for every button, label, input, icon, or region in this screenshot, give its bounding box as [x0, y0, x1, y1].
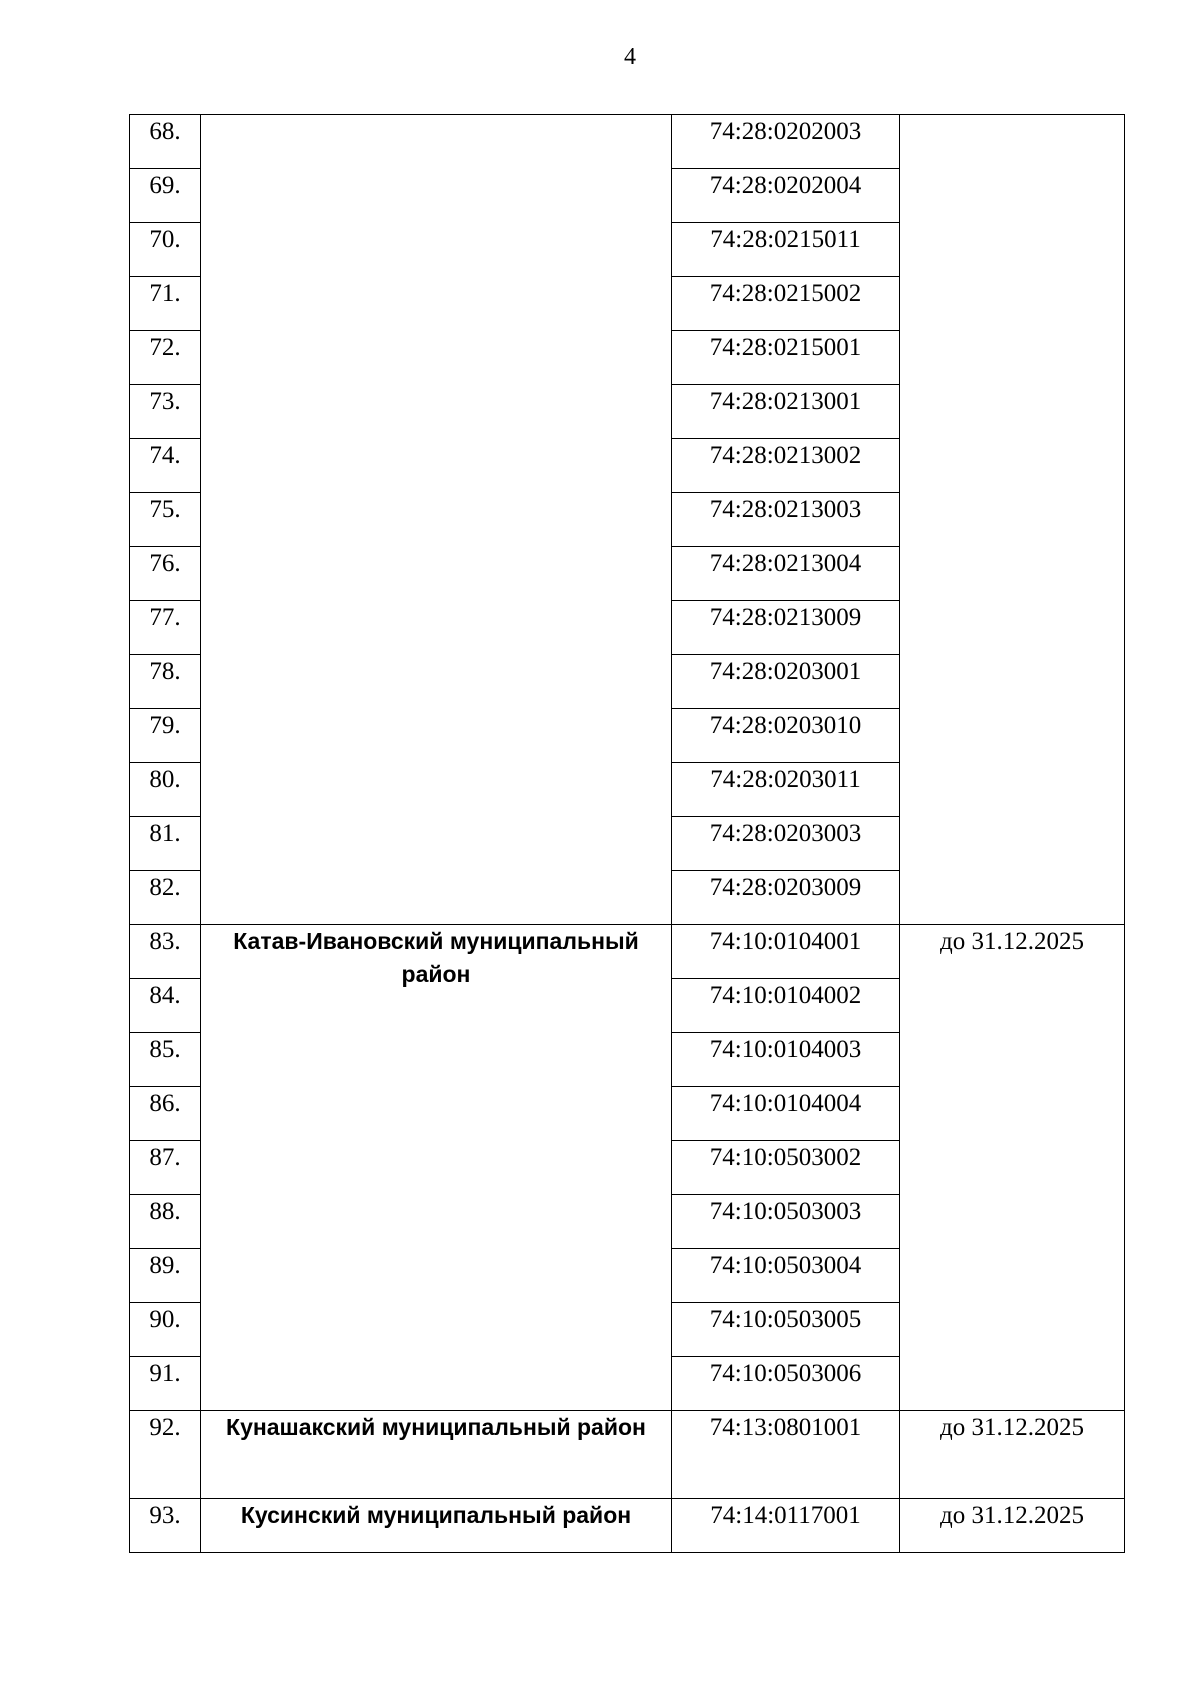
cadastral-code: 74:10:0503005	[672, 1303, 900, 1357]
cadastral-code: 74:28:0213002	[672, 439, 900, 493]
row-number: 84.	[130, 979, 201, 1033]
row-number: 80.	[130, 763, 201, 817]
row-number: 72.	[130, 331, 201, 385]
row-number: 71.	[130, 277, 201, 331]
row-number: 90.	[130, 1303, 201, 1357]
row-number: 77.	[130, 601, 201, 655]
deadline-katav-ivanovsky: до 31.12.2025	[900, 925, 1125, 1411]
district-name-kusinsky: Кусинский муниципальный район	[201, 1499, 672, 1553]
cadastral-code: 74:28:0202003	[672, 115, 900, 169]
cadastral-code: 74:10:0503004	[672, 1249, 900, 1303]
cadastral-code: 74:28:0213004	[672, 547, 900, 601]
district-name-kunashaksky: Кунашакский муниципальный район	[201, 1411, 672, 1499]
row-number: 73.	[130, 385, 201, 439]
cadastral-code: 74:28:0203001	[672, 655, 900, 709]
row-number: 83.	[130, 925, 201, 979]
row-number: 88.	[130, 1195, 201, 1249]
cadastral-code: 74:14:0117001	[672, 1499, 900, 1553]
cadastral-code: 74:10:0104002	[672, 979, 900, 1033]
cadastral-code: 74:10:0503003	[672, 1195, 900, 1249]
table-row	[130, 1411, 1125, 1499]
table-row	[130, 1499, 1125, 1553]
cadastral-code: 74:10:0104001	[672, 925, 900, 979]
cadastral-code: 74:10:0104004	[672, 1087, 900, 1141]
table-row	[130, 115, 1125, 169]
cadastral-code: 74:13:0801001	[672, 1411, 900, 1499]
row-number: 93.	[130, 1499, 201, 1553]
row-number: 69.	[130, 169, 201, 223]
row-number: 74.	[130, 439, 201, 493]
cadastral-code: 74:28:0202004	[672, 169, 900, 223]
row-number: 91.	[130, 1357, 201, 1411]
row-number: 92.	[130, 1411, 201, 1499]
row-number: 86.	[130, 1087, 201, 1141]
cadastral-code: 74:28:0215011	[672, 223, 900, 277]
cadastral-code: 74:28:0213009	[672, 601, 900, 655]
cadastral-quarters-table	[129, 114, 1125, 1553]
row-number: 78.	[130, 655, 201, 709]
cadastral-code: 74:10:0104003	[672, 1033, 900, 1087]
cadastral-code: 74:10:0503002	[672, 1141, 900, 1195]
row-number: 70.	[130, 223, 201, 277]
row-number: 75.	[130, 493, 201, 547]
row-number: 82.	[130, 871, 201, 925]
cadastral-code: 74:28:0203009	[672, 871, 900, 925]
cadastral-code: 74:28:0203011	[672, 763, 900, 817]
cadastral-code: 74:28:0215001	[672, 331, 900, 385]
row-number: 81.	[130, 817, 201, 871]
cadastral-code: 74:28:0213001	[672, 385, 900, 439]
row-number: 79.	[130, 709, 201, 763]
row-number: 68.	[130, 115, 201, 169]
district-cell-continued	[201, 115, 672, 925]
cadastral-code: 74:28:0203010	[672, 709, 900, 763]
cadastral-code: 74:28:0215002	[672, 277, 900, 331]
cadastral-code: 74:10:0503006	[672, 1357, 900, 1411]
deadline-cell-continued	[900, 115, 1125, 925]
cadastral-code: 74:28:0203003	[672, 817, 900, 871]
row-number: 89.	[130, 1249, 201, 1303]
table-row	[130, 925, 1125, 979]
deadline-kunashaksky: до 31.12.2025	[900, 1411, 1125, 1499]
row-number: 87.	[130, 1141, 201, 1195]
page-number: 4	[624, 44, 636, 70]
row-number: 76.	[130, 547, 201, 601]
district-name-katav-ivanovsky: Катав-Ивановский муниципальный район	[201, 925, 672, 1411]
row-number: 85.	[130, 1033, 201, 1087]
cadastral-code: 74:28:0213003	[672, 493, 900, 547]
deadline-kusinsky: до 31.12.2025	[900, 1499, 1125, 1553]
